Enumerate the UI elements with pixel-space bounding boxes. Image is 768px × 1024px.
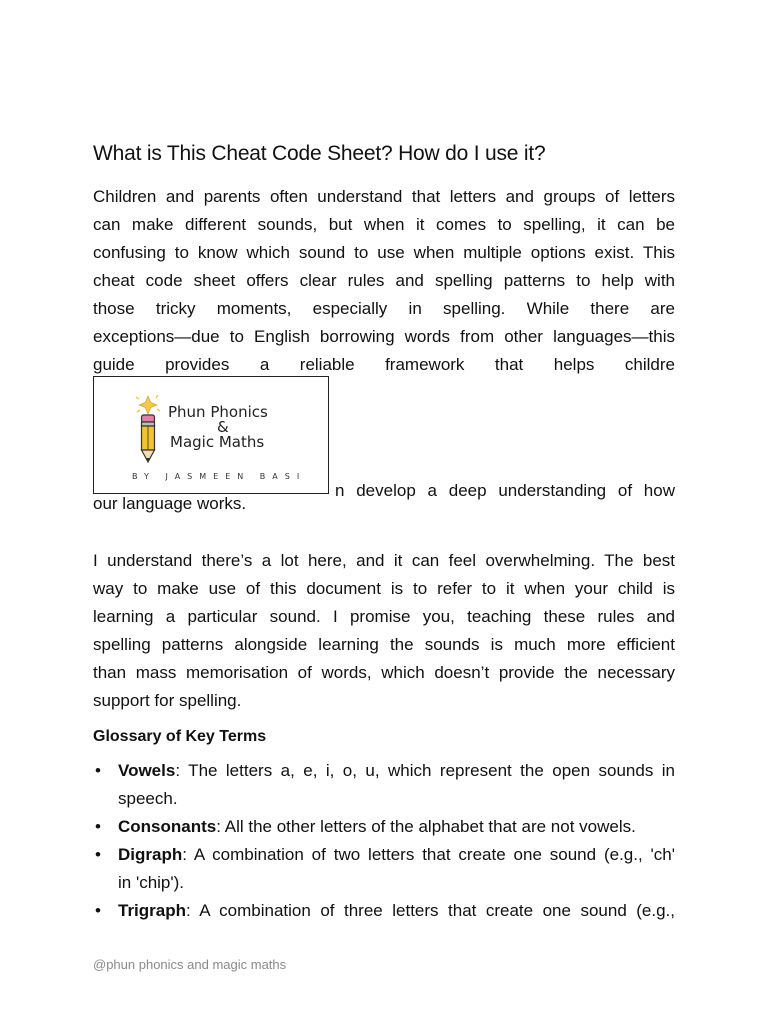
intro-line: confusing to know which sound to use when multiple options exist. This <box>93 243 675 262</box>
logo-byline: BY JASMEEN BASI <box>132 472 307 481</box>
usage-line: spelling patterns alongside learning the sounds is much more efficient <box>93 635 675 654</box>
bullet-icon: • <box>95 845 101 864</box>
intro-line: guide provides a reliable framework that helps childre <box>93 355 675 374</box>
intro-line: n develop a deep understanding of how <box>335 481 675 500</box>
bullet-icon: • <box>95 901 101 920</box>
glossary-line <box>118 841 675 869</box>
glossary-list <box>93 757 675 925</box>
logo-line-2: Magic Maths <box>170 433 265 451</box>
usage-line: than mass memorisation of words, which doesn’t provide the necessary <box>93 663 675 682</box>
intro-line: cheat code sheet offers clear rules and spelling patterns to help with <box>93 271 675 290</box>
brand-logo <box>93 376 329 494</box>
glossary-line: in 'chip'). <box>118 873 185 892</box>
glossary-line <box>118 813 675 841</box>
intro-line: exceptions—due to English borrowing words from other languages—this <box>93 327 675 346</box>
usage-paragraph <box>93 547 675 715</box>
glossary-term: Vowels <box>118 761 176 780</box>
glossary-definition: : A combination of three letters that create one sound (e.g., <box>186 901 675 920</box>
logo-line-1: Phun Phonics <box>168 403 268 421</box>
bullet-icon: • <box>95 761 101 780</box>
intro-line: Children and parents often understand that letters and groups of letters <box>93 187 675 206</box>
intro-line: can make different sounds, but when it comes to spelling, it can be <box>93 215 675 234</box>
usage-line: I understand there’s a lot here, and it can feel overwhelming. The best <box>93 551 675 570</box>
glossary-term: Trigraph <box>118 901 187 920</box>
pencil-star-logo-icon <box>94 377 328 493</box>
page-footer: @phun phonics and magic maths <box>93 957 287 972</box>
intro-paragraph <box>93 183 675 518</box>
logo-ampersand: & <box>217 418 229 436</box>
glossary-heading: Glossary of Key Terms <box>93 728 267 745</box>
glossary-definition: : The letters a, e, i, o, u, which represent the open sounds in <box>175 761 675 780</box>
bullet-icon: • <box>95 817 101 836</box>
intro-line: our language works. <box>93 494 247 513</box>
glossary-item-trigraph <box>93 897 675 925</box>
usage-line: support for spelling. <box>93 691 242 710</box>
page-title: What is This Cheat Code Sheet? How do I use it? <box>93 142 546 165</box>
glossary-definition: : All the other letters of the alphabet that are not vowels. <box>216 817 636 836</box>
usage-line: learning a particular sound. I promise you, teaching these rules and <box>93 607 675 626</box>
glossary-item-consonants <box>93 813 675 841</box>
glossary-term: Digraph <box>118 845 183 864</box>
intro-line: those tricky moments, especially in spelling. While there are <box>93 299 675 318</box>
glossary-line <box>118 897 675 925</box>
glossary-item-digraph <box>93 841 675 897</box>
glossary-line: speech. <box>118 789 178 808</box>
usage-line: way to make use of this document is to refer to it when your child is <box>93 579 675 598</box>
glossary-line <box>118 757 675 785</box>
glossary-term: Consonants <box>118 817 217 836</box>
logo-row <box>93 379 675 503</box>
glossary-item-vowels <box>93 757 675 813</box>
glossary-definition: : A combination of two letters that create one sound (e.g., 'ch' <box>182 845 675 864</box>
